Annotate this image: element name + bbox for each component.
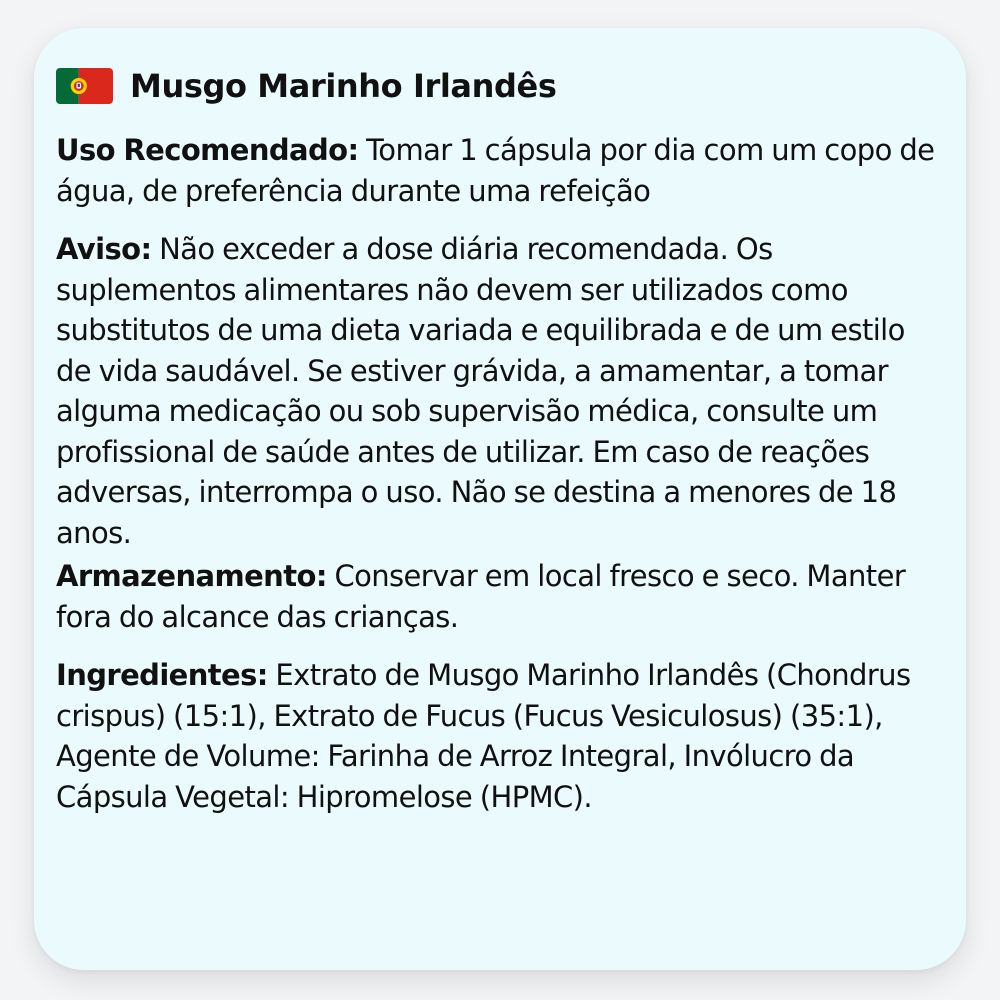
storage-section — [56, 556, 944, 637]
warning-label: Aviso: — [56, 232, 152, 266]
portugal-flag-icon — [56, 68, 113, 104]
product-title: Musgo Marinho Irlandês — [130, 67, 557, 105]
ingredients-text: Extrato de Musgo Marinho Irlandês (Chondrus crispus) (15:1), Extrato de Fucus (Fucus Vesiculosus) (35:1), Agente de Volume: Farinha de Arroz Integral, Invólucro da Cápsula Vegetal: Hipromelose (HPMC). — [56, 658, 911, 814]
usage-label: Uso Recomendado: — [56, 133, 359, 167]
ingredients-label: Ingredientes: — [56, 658, 268, 692]
ingredients-section — [56, 655, 944, 817]
usage-section — [56, 130, 944, 211]
usage-text: Tomar 1 cápsula por dia com um copo de água, de preferência durante uma refeição — [56, 133, 935, 208]
storage-text: Conservar em local fresco e seco. Manter fora do alcance das crianças. — [56, 559, 906, 634]
storage-label: Armazenamento: — [56, 559, 327, 593]
product-info-card — [34, 28, 966, 970]
card-header — [56, 68, 944, 104]
warning-section — [56, 229, 944, 553]
warning-text: Não exceder a dose diária recomendada. Os suplementos alimentares não devem ser utilizados como substitutos de uma dieta variada e equilibrada e de um estilo de vida saudável. Se estiver grávida, a amamentar, a tomar alguma medicação ou sob supervisão médica, consulte um profissional de saúde antes de utilizar. Em caso de reações adversas, interrompa o uso. Não se destina a menores de 18 anos. — [56, 232, 905, 550]
